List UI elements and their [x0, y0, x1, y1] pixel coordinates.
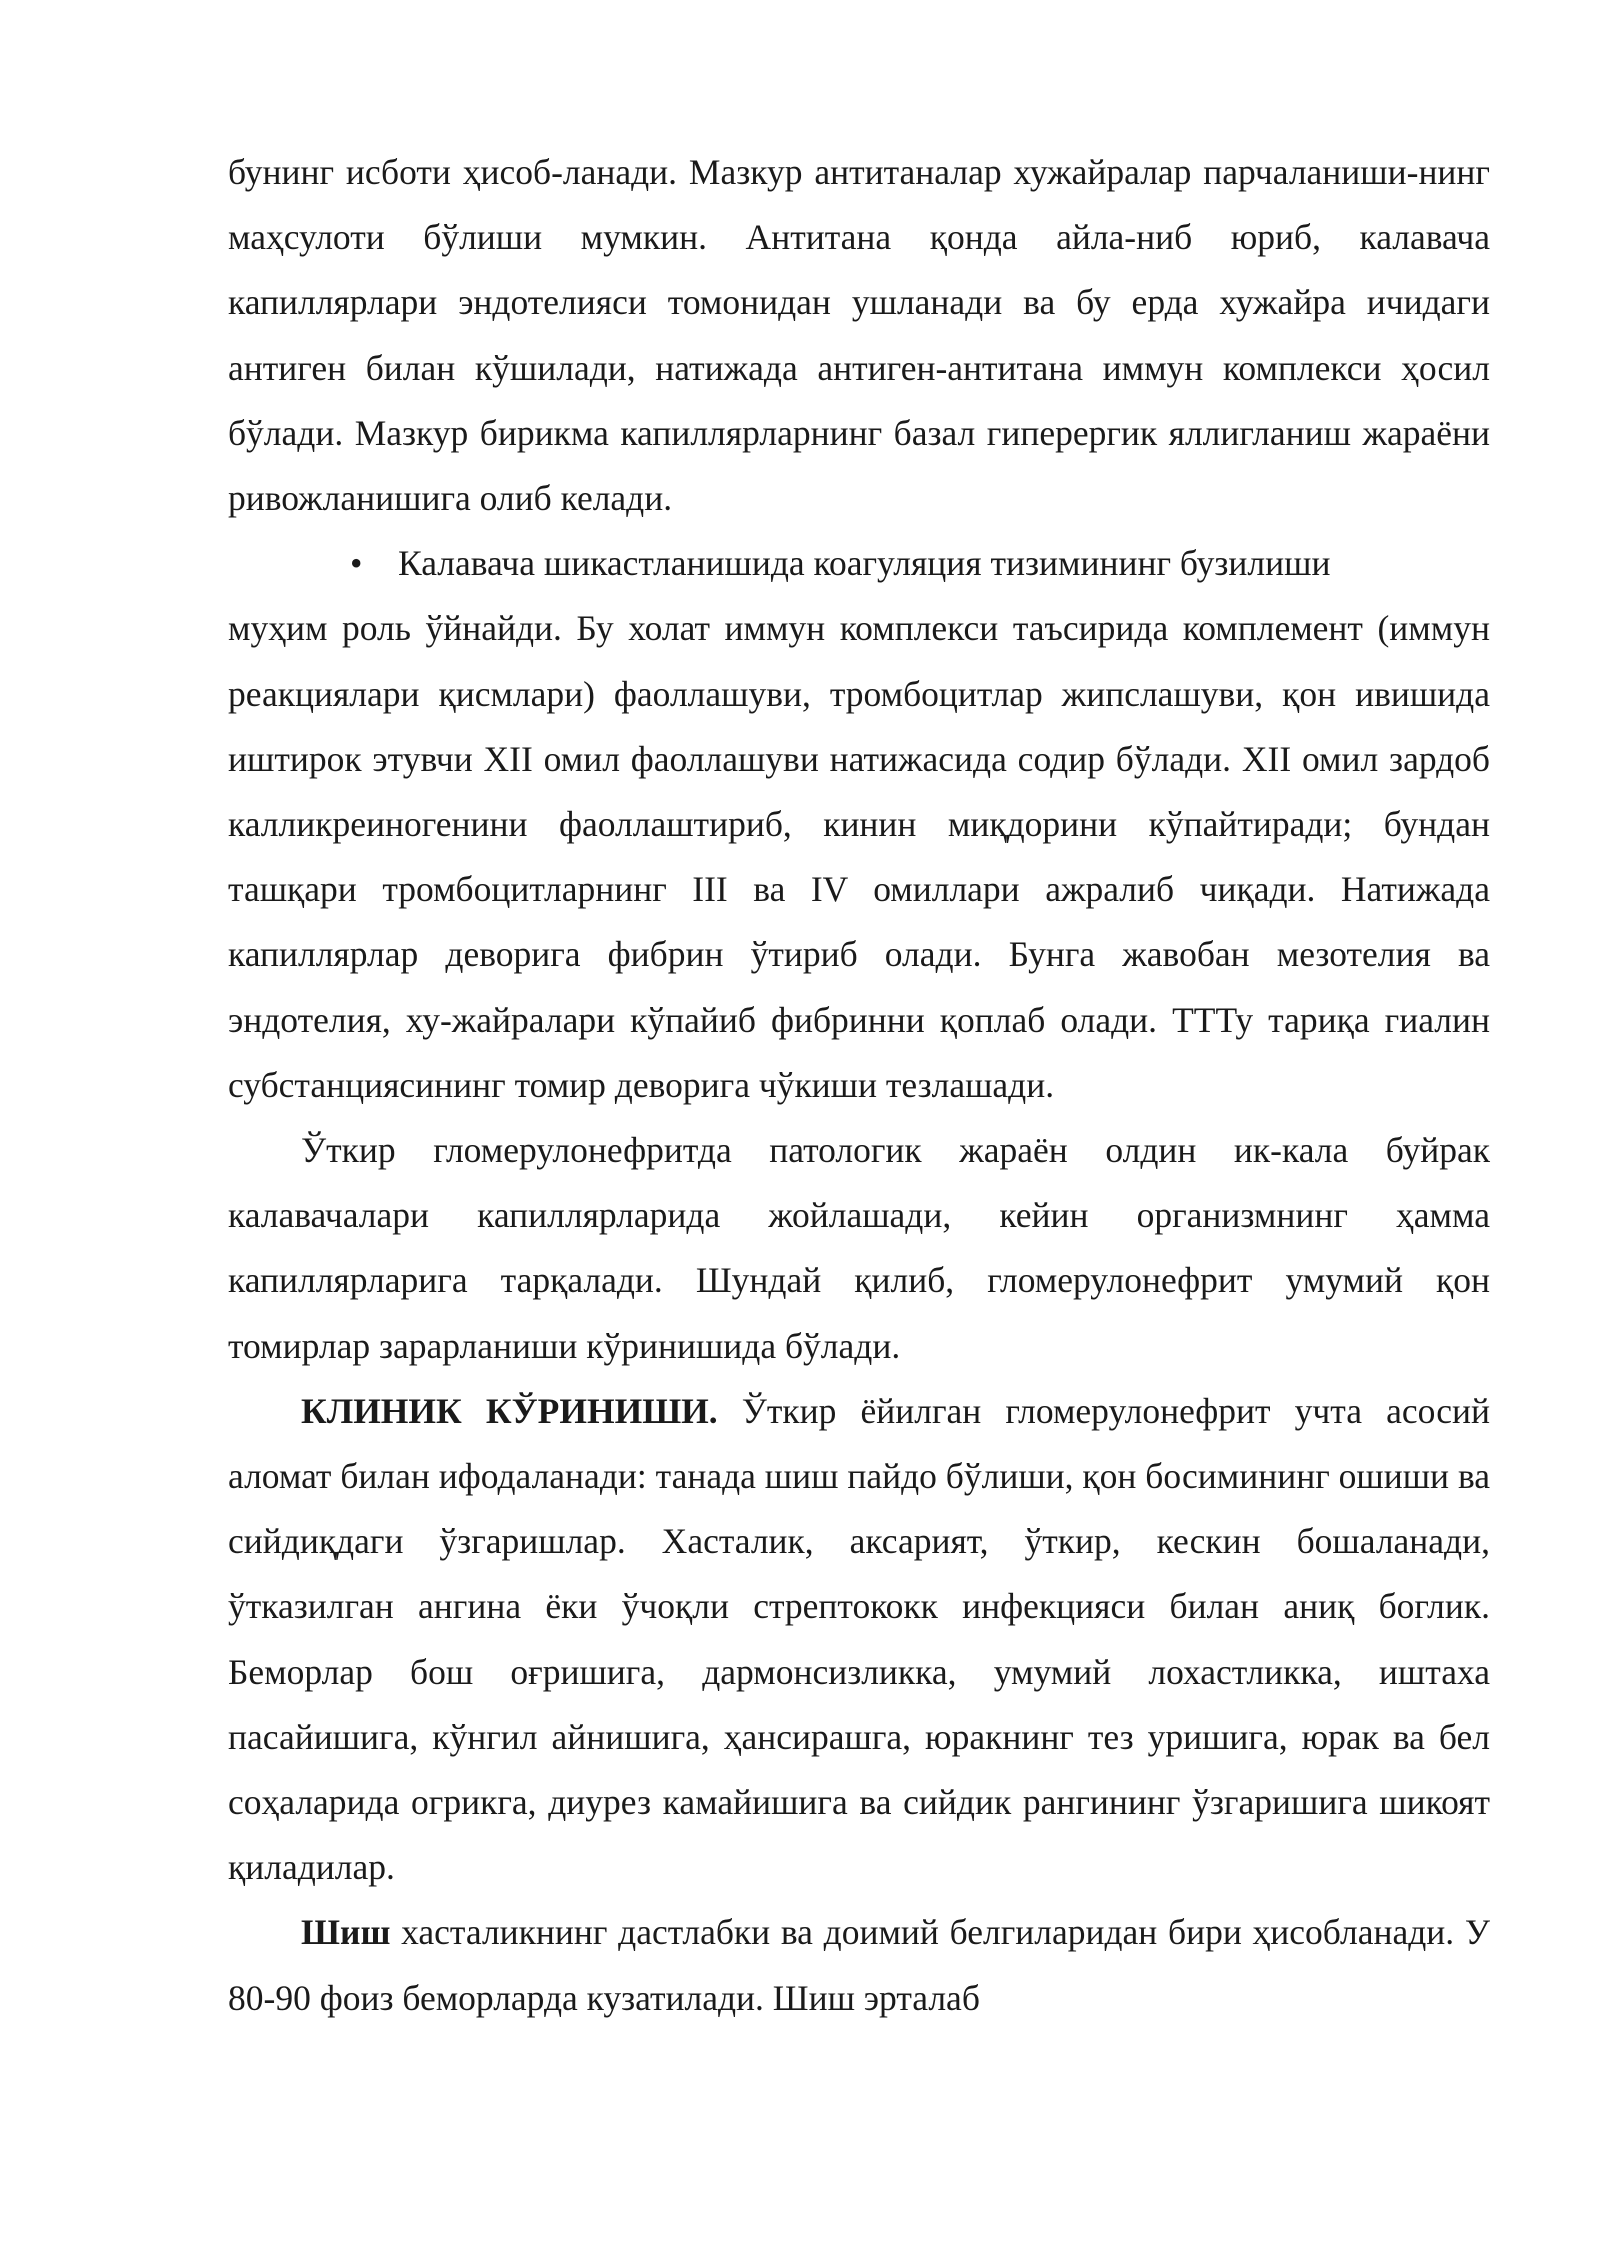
paragraph-acute-glomerulonephritis: Ўткир гломерулонефритда патологик жараён олдин ик-кала буйрак калавачалари капиллярларида жойлашади, кейин организмнинг ҳамма капиллярларига тарқалади. Шундай қилиб, гломерулонефрит умумий қон томирлар зарарланиши кўринишида бўлади.	[228, 1130, 1490, 1366]
paragraph-clinical-picture	[228, 1379, 1490, 1901]
bullet-continuation-text: муҳим роль ўйнайди. Бу холат иммун комплекси таъсирида комплемент (иммун реакциялари қисмлари) фаоллашуви, тромбоцитлар жипслашуви, қон ивишида иштирок этувчи XII омил фаоллашуви натижасида содир бўлади. XII омил зардоб калликреиногенини фаоллаштириб, кинин миқдорини кўпайтиради; бундан ташқари тромбоцитларнинг III ва IV омиллари ажралиб чиқади. Натижада капиллярлар деворига фибрин ўтириб олади. Бунга жавобан мезотелия ва эндотелия, ху-жайралари кўпайиб фибринни қоплаб олади. ТТТу тариқа гиалин субстанциясининг томир деворига чўкиши тезлашади.	[228, 608, 1490, 1105]
paragraph-antibodies: бунинг исботи ҳисоб-ланади. Мазкур антитаналар хужайралар парчаланиши-нинг маҳсулоти бўлиши мумкин. Антитана қонда айла-ниб юриб, калавача капиллярлари эндотелияси томонидан ушланади ва бу ерда хужайра ичидаги антиген билан кўшилади, натижада антиген-антитана иммун комплекси ҳосил бўлади. Мазкур бирикма капиллярларнинг базал гиперергик яллигланиш жараёни ривожланишига олиб келади.	[228, 152, 1490, 519]
bullet-first-line	[228, 531, 1490, 596]
section-heading-clinical: КЛИНИК КЎРИНИШИ.	[301, 1390, 718, 1431]
bullet-paragraph-coagulation	[228, 531, 1490, 1118]
bullet-first-text: Калавача шикастланишида коагуляция тизимининг бузилиши	[398, 543, 1331, 584]
term-edema: Шиш	[301, 1912, 391, 1953]
paragraph-edema	[228, 1900, 1490, 2030]
clinical-text: Ўткир ёйилган гломерулонефрит учта асосий аломат билан ифодаланади: танада шиш пайдо бўлиши, қон босимининг ошиши ва сийдиқдаги ўзгаришлар. Хасталик, аксарият, ўткир, кескин бошаланади, ўтказилган ангина ёки ўчоқли стрептококк инфекцияси билан аниқ боглик. Беморлар бош оғришига, дармонсизликка, умумий лохастликка, иштаха пасайишига, кўнгил айнишига, ҳансирашга, юракнинг тез уришига, юрак ва бел соҳаларида огрикга, диурез камайишига ва сийдик рангининг ўзгаришига шикоят қиладилар.	[228, 1390, 1490, 1888]
edema-text: хасталикнинг дастлабки ва доимий белгиларидан бири ҳисобланади. У 80-90 фоиз беморларда кузатилади. Шиш эрталаб	[228, 1912, 1490, 2018]
bullet-dot-icon: •	[350, 543, 363, 584]
document-page	[228, 140, 1490, 2031]
